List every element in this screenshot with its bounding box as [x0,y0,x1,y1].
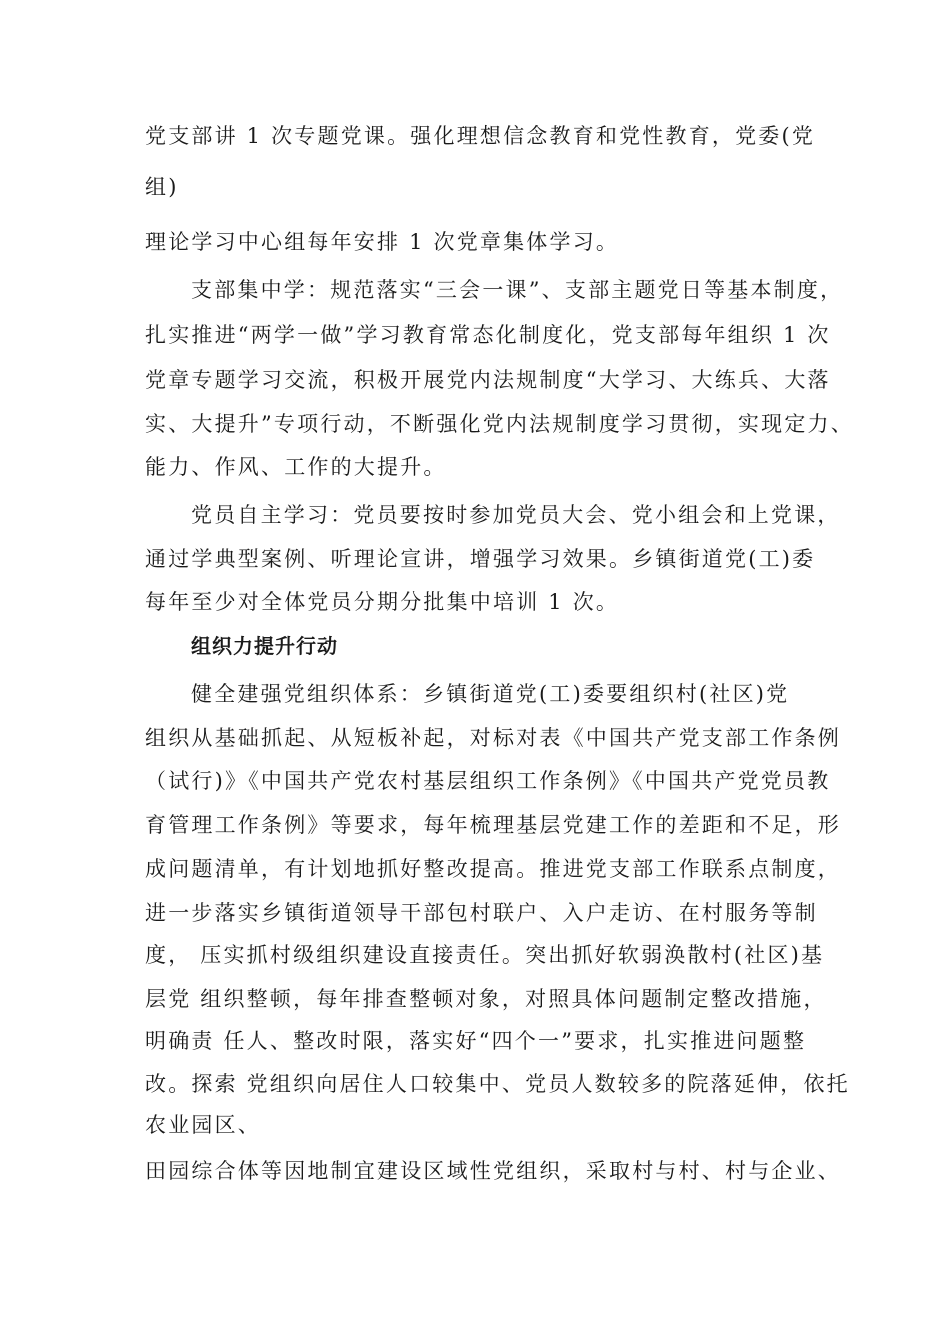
text-line: 度， 压实抓村级组织建设直接责任。突出抓好软弱涣散村(社区)基 [145,943,825,967]
text-line: 进一步落实乡镇街道领导干部包村联户、入户走访、在村服务等制 [145,901,818,925]
section-heading: 组织力提升行动 [191,634,338,658]
text-line: 层党 组织整顿，每年排查整顿对象，对照具体问题制定整改措施， [145,987,827,1011]
text-line: 支部集中学：规范落实“三会一课”、支部主题党日等基本制度， [191,278,844,302]
text-line: 党支部讲 1 次专题党课。强化理想信念教育和党性教育，党委(党 [145,124,816,148]
text-line: 改。探索 党组织向居住人口较集中、党员人数较多的院落延伸，依托 [145,1072,850,1096]
text-line: 成问题清单，有计划地抓好整改提高。推进党支部工作联系点制度， [145,857,841,881]
text-line: 每年至少对全体党员分期分批集中培训 1 次。 [145,590,620,614]
text-line: 农业园区、 [145,1113,261,1137]
text-line: 健全建强党组织体系：乡镇街道党(工)委要组织村(社区)党 [191,682,790,706]
text-line: 能力、作风、工作的大提升。 [145,455,447,479]
text-line: 扎实推进“两学一做”学习教育常态化制度化，党支部每年组织 1 次 [145,323,831,347]
text-line: 理论学习中心组每年安排 1 次党章集体学习。 [145,230,620,254]
text-line: 育管理工作条例》等要求，每年梳理基层党建工作的差距和不足，形 [145,813,841,837]
text-line: 组织从基础抓起、从短板补起，对标对表《中国共产党支部工作条例 [145,726,841,750]
text-line: 明确责 任人、整改时限，落实好“四个一”要求，扎实推进问题整 [145,1029,807,1053]
text-line: 田园综合体等因地制宜建设区域性党组织，采取村与村、村与企业、 [145,1159,841,1183]
text-line: 组) [145,175,179,199]
text-line: 党章专题学习交流，积极开展党内法规制度“大学习、大练兵、大落 [145,368,831,392]
text-line: （试行)》《中国共产党农村基层组织工作条例》《中国共产党党员教 [145,769,831,793]
text-line: 党员自主学习：党员要按时参加党员大会、党小组会和上党课， [191,503,841,527]
text-line: 实、大提升”专项行动，不断强化党内法规制度学习贯彻，实现定力、 [145,412,854,436]
text-line: 通过学典型案例、听理论宣讲，增强学习效果。乡镇街道党(工)委 [145,547,816,571]
